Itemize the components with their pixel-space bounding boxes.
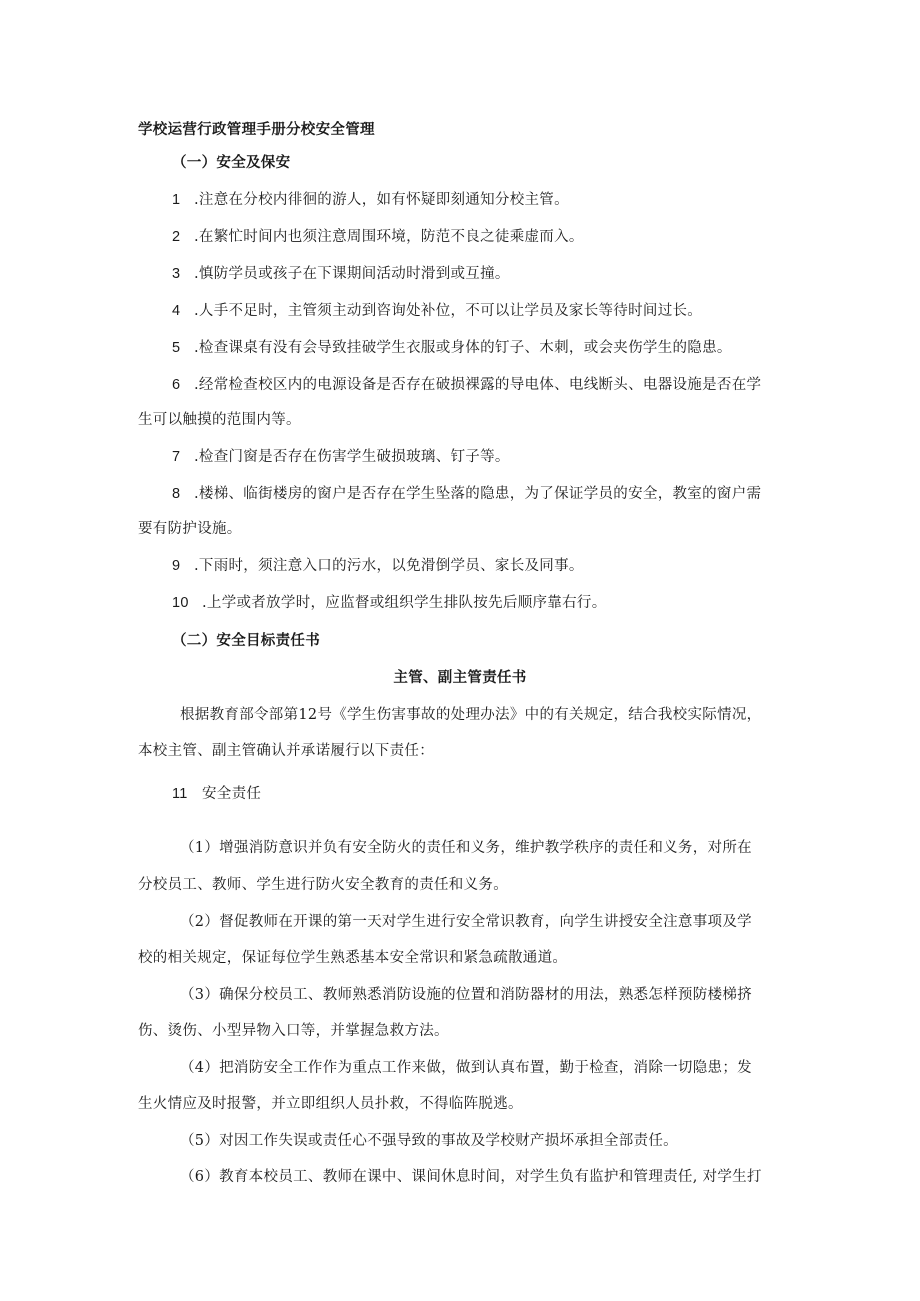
item-text: .检查门窗是否存在伤害学生破损玻璃、钉子等。	[194, 449, 510, 465]
sub-heading-text: 安全责任	[202, 786, 262, 802]
item-number: 2	[172, 229, 181, 245]
item-number: 10	[172, 595, 189, 611]
list-item	[172, 484, 761, 504]
list-item	[172, 593, 607, 613]
item-number: 3	[172, 266, 181, 282]
list-item	[172, 190, 569, 210]
section-heading-security: （一）安全及保安	[172, 155, 291, 171]
item-number: 9	[172, 558, 181, 574]
item-text: .上学或者放学时，应监督或组织学生排队按先后顺序靠右行。	[202, 595, 607, 611]
sub-heading	[172, 784, 261, 804]
center-heading: 主管、副主管责任书	[393, 670, 527, 686]
item-text: .楼梯、临街楼房的窗户是否存在学生坠落的隐患，为了保证学员的安全，教室的窗户需	[194, 486, 762, 502]
duty-line: （4）把消防安全工作作为重点工作来做，做到认真布置，勤于检查，消除一切隐患；发	[180, 1060, 752, 1076]
item-text: .检查课桌有没有会导致挂破学生衣服或身体的钉子、木刺，或会夹伤学生的隐患。	[194, 340, 732, 356]
duty-line: （6）教育本校员工、教师在课中、课间休息时间，对学生负有监护和管理责任, 对学生打	[180, 1169, 762, 1185]
list-item	[172, 301, 702, 321]
item-number: 6	[172, 377, 181, 393]
item-number: 4	[172, 303, 181, 319]
duty-line: （5）对因工作失误或责任心不强导致的事故及学校财产损坏承担全部责任。	[180, 1133, 678, 1149]
item-text: .下雨时，须注意入口的污水，以免滑倒学员、家长及同事。	[194, 558, 584, 574]
item-text: .慎防学员或孩子在下课期间活动时滑到或互撞。	[194, 266, 510, 282]
item-text: .经常检查校区内的电源设备是否存在破损裸露的导电体、电线断头、电器设施是否在学	[194, 377, 762, 393]
intro-paragraph-line: 根据教育部令部第12号《学生伤害事故的处理办法》中的有关规定，结合我校实际情况，	[180, 707, 762, 723]
item-number: 5	[172, 340, 181, 356]
duty-line: 伤、烫伤、小型异物入口等，并掌握急救方法。	[138, 1023, 449, 1039]
list-item	[172, 227, 584, 247]
list-item	[172, 338, 732, 358]
item-text: .注意在分校内徘徊的游人，如有怀疑即刻通知分校主管。	[194, 192, 569, 208]
item-continuation: 生可以触摸的范围内等。	[138, 412, 301, 428]
list-item	[172, 447, 510, 467]
item-text: .人手不足时，主管须主动到咨询处补位，不可以让学员及家长等待时间过长。	[194, 303, 703, 319]
list-item	[172, 375, 761, 395]
list-item	[172, 264, 510, 284]
intro-paragraph-line: 本校主管、副主管确认并承诺履行以下责任：	[138, 743, 434, 759]
list-item	[172, 556, 584, 576]
item-text: .在繁忙时间内也须注意周围环境，防范不良之徒乘虚而入。	[194, 229, 584, 245]
item-continuation: 要有防护设施。	[138, 521, 242, 537]
document-title: 学校运营行政管理手册分校安全管理	[138, 122, 375, 138]
sub-heading-number: 11	[172, 786, 188, 802]
duty-line: 生火情应及时报警，并立即组织人员扑救，不得临阵脱逃。	[138, 1096, 523, 1112]
duty-line: 校的相关规定，保证每位学生熟悉基本安全常识和紧急疏散通道。	[138, 950, 568, 966]
duty-line: （3）确保分校员工、教师熟悉消防设施的位置和消防器材的用法，熟悉怎样预防楼梯挤	[180, 987, 752, 1003]
item-number: 1	[172, 192, 181, 208]
duty-line: 分校员工、教师、学生进行防火安全教育的责任和义务。	[138, 877, 508, 893]
item-number: 8	[172, 486, 181, 502]
item-number: 7	[172, 449, 181, 465]
duty-line: （1）增强消防意识并负有安全防火的责任和义务，维护教学秩序的责任和义务，对所在	[180, 840, 752, 856]
duty-line: （2）督促教师在开课的第一天对学生进行安全常识教育，向学生讲授安全注意事项及学	[180, 914, 752, 930]
section-heading-responsibility: （二）安全目标责任书	[172, 633, 320, 649]
